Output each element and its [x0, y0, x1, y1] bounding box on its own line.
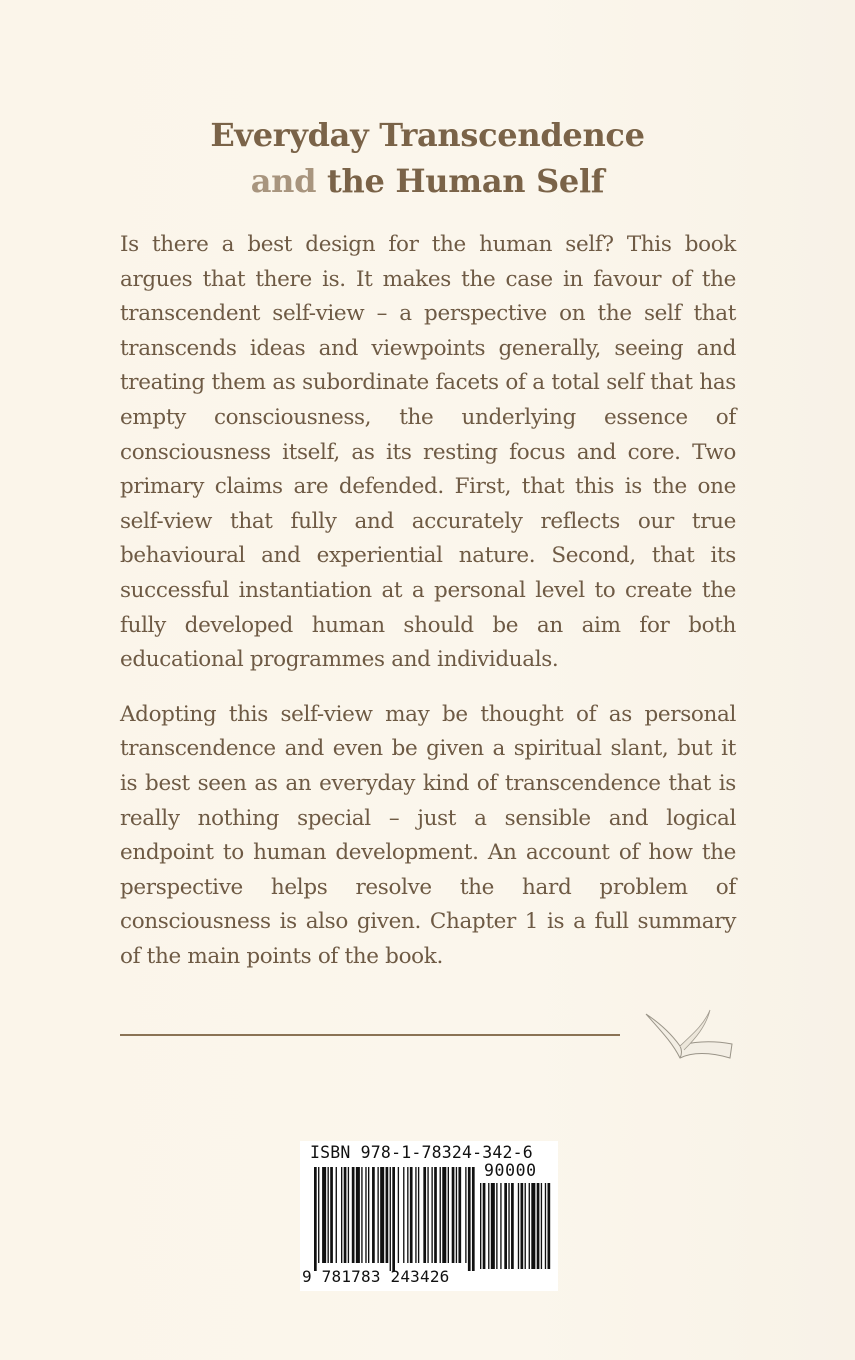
barcode-bar [545, 1183, 546, 1269]
book-title [0, 112, 855, 204]
title-line-2 [0, 158, 855, 204]
blurb-paragraph-1: Is there a best design for the human self? This book argues that there is. It makes the case in favour of the transcendent self-view – a perspective on the self that transcends ideas and viewpoints generally, seeing and treating them as subordinate facets of a total self that has empty consciousness, the underlying essence of consciousness itself, as its resting focus and core. Two primary claims are defended. First, that this is the one self-view that fully and accurately reflects our true behavioural and experiential nature. Second, that its successful instantiation at a personal level to create the fully developed human should be an aim for both educational programmes and individuals. [120, 232, 736, 673]
barcode-bar [403, 1167, 404, 1263]
price-addon-code: 90000 [484, 1161, 537, 1180]
barcode-bar [525, 1183, 526, 1269]
barcode-bar [423, 1167, 426, 1263]
barcode-bar [488, 1183, 489, 1269]
barcode-bar [392, 1167, 395, 1271]
barcode-bar [518, 1183, 519, 1269]
barcode-bar [511, 1183, 514, 1269]
barcode-bar [491, 1183, 495, 1269]
barcode-bar [480, 1183, 481, 1269]
barcode-bar [442, 1167, 446, 1263]
ean-digits: 9 781783 243426 [302, 1267, 450, 1286]
barcode-bar [361, 1167, 362, 1263]
blurb [120, 228, 736, 994]
barcode-bar [418, 1167, 419, 1263]
barcode-bar [531, 1183, 535, 1269]
barcode-bar [348, 1167, 349, 1263]
barcode-bar [500, 1183, 501, 1269]
barcode-bar [390, 1167, 391, 1271]
barcode-bar [458, 1167, 461, 1263]
barcode-bar [328, 1167, 329, 1263]
barcode-bar [344, 1167, 347, 1263]
barcode-bar [386, 1167, 389, 1263]
barcode-bar [356, 1167, 360, 1263]
barcode-bar [529, 1183, 530, 1269]
barcode-bar [415, 1167, 416, 1263]
barcode-bar [456, 1167, 457, 1263]
barcode-bar [377, 1167, 378, 1263]
barcode-bar [548, 1183, 551, 1269]
barcode-bar [427, 1167, 428, 1263]
barcode-bar [504, 1183, 507, 1269]
barcode-bar [468, 1167, 471, 1271]
barcode-bar [372, 1167, 375, 1263]
barcode-bar [472, 1167, 475, 1271]
barcode-bar [483, 1183, 486, 1269]
barcode-bar [314, 1167, 317, 1271]
barcode-bar [322, 1167, 326, 1263]
barcode-bar [407, 1167, 408, 1263]
barcode-bar [521, 1183, 524, 1269]
barcode-bar [341, 1167, 342, 1263]
barcode-bar [448, 1167, 449, 1263]
barcode-bar [431, 1167, 432, 1263]
divider-line [120, 1034, 620, 1036]
barcode-bar [398, 1167, 399, 1263]
barcode-bar [496, 1183, 497, 1269]
barcode-bar [440, 1167, 441, 1263]
barcode-bar [330, 1167, 333, 1263]
barcode-bar [410, 1167, 413, 1263]
isbn-label: ISBN 978-1-78324-342-6 [310, 1143, 533, 1162]
barcode-bar [336, 1167, 337, 1263]
barcode-bar [318, 1167, 319, 1263]
title-and-word: and [250, 162, 317, 200]
title-line-2-rest: the Human Self [316, 162, 605, 200]
barcode-bar [537, 1183, 540, 1269]
barcode-bar [508, 1183, 509, 1269]
barcode-bar [541, 1183, 542, 1269]
barcode-bar [352, 1167, 355, 1263]
barcode-bar [368, 1167, 369, 1263]
isbn-barcode [300, 1141, 558, 1291]
barcode-bar [452, 1167, 455, 1263]
blurb-paragraph-2: Adopting this self-view may be thought of as personal transcendence and even be given a spiritual slant, but it is best seen as an everyday kind of transcendence that is really nothing special – just a sensible and logical endpoint to human development. An account of how the perspective helps resolve the hard problem of consciousness is also given. Chapter 1 is a full summary of the main points of the book. [120, 701, 736, 969]
barcode-bar [434, 1167, 437, 1263]
title-line-1: Everyday Transcendence [210, 116, 645, 154]
barcode-bar [465, 1167, 466, 1263]
barcode-bar [365, 1167, 366, 1263]
open-book-icon [640, 1002, 740, 1066]
barcode-bar [380, 1167, 384, 1263]
